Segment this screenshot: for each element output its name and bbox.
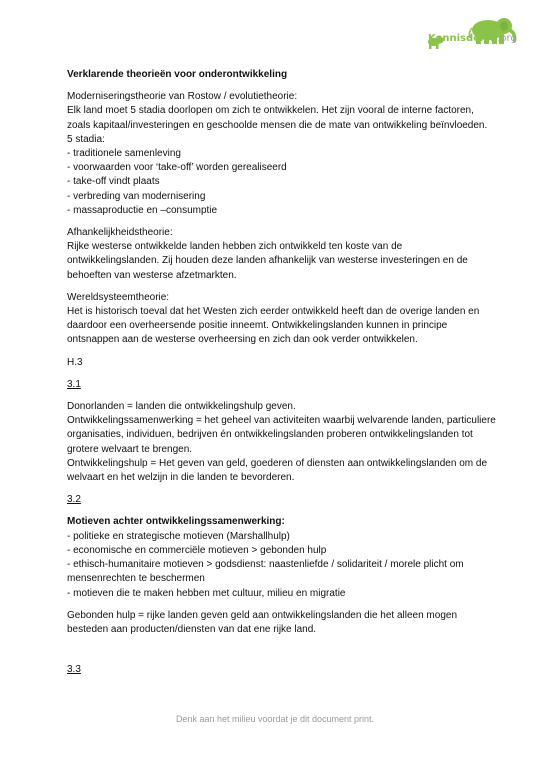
subsection-label-3-1: 3.1: [67, 378, 81, 390]
list-item: - traditionele samenleving: [67, 148, 181, 160]
list-item: - massaproductie en –consumptie: [67, 204, 218, 216]
list-item: - voorwaarden voor ‘take-off’ worden gerealiseerd: [67, 162, 287, 174]
list-item: - take-off vindt plaats: [67, 176, 160, 188]
subsection-label-3-2: 3.2: [67, 494, 81, 506]
definition-line: Ontwikkelingshulp = Het geven van geld, goederen of diensten aan ontwikkelingslanden om de welvaart en het welzijn in die landen te bevorderen.: [67, 457, 487, 484]
stadia-label: 5 stadia:: [67, 133, 105, 145]
definition-line: Ontwikkelingssamenwerking = het geheel van activiteiten waarbij welvarende landen, particuliere organisaties, individuen, bedrijven én ontwikkelingslanden proberen ontwikkelingslanden tot grotere welvaart te brengen.: [67, 415, 496, 455]
list-item: - politieke en strategische motieven (Marshallhulp): [67, 530, 290, 542]
list-item: - economische en commerciële motieven > gebonden hulp: [67, 544, 327, 556]
footer-note: Denk aan het milieu voordat je dit document print.: [175, 714, 375, 724]
section-heading-modernisering: Moderniseringstheorie van Rostow / evolutietheorie:: [67, 91, 298, 103]
paragraph: Gebonden hulp = rijke landen geven geld aan ontwikkelingslanden die het alleen mogen besteden aan producten/diensten van dat ene rijke land.: [67, 609, 458, 635]
list-item: - motieven die te maken hebben met cultuur, milieu en migratie: [67, 587, 346, 599]
subsection-label-3-3: 3.3: [67, 664, 81, 676]
section-heading-motieven: Motieven achter ontwikkelingssamenwerking:: [67, 516, 285, 528]
section-heading-wereldsysteem: Wereldsysteemtheorie:: [67, 291, 170, 303]
list-item: - ethisch-humanitaire motieven > godsdienst: naastenliefde / solidariteit / morele plicht om mensenrechten te beschermen: [67, 559, 464, 585]
paragraph: Het is historisch toeval dat het Westen zich eerder ontwikkeld heeft dan de overige landen en daardoor een overheersende positie inneemt. Ontwikkelingslanden kunnen in principe ontsnappen aan de westerse overheersing en zich dan ook verder ontwikkelen.: [67, 306, 480, 346]
document-title: Verklarende theorieën voor onderontwikkeling: [67, 69, 288, 80]
section-heading-afhankelijkheid: Afhankelijkheidstheorie:: [67, 227, 173, 239]
logo-wordmark: [428, 33, 517, 44]
paragraph: Elk land moet 5 stadia doorlopen om zich te ontwikkelen. Het zijn vooral de interne factoren, zoals kapitaal/investeringen en geschoolde mensen die de mate van ontwikkeling beïnvloeden.: [67, 105, 488, 131]
list-item: - verbreding van modernisering: [67, 190, 206, 202]
definition-line: Donorlanden = landen die ontwikkelingshulp geven.: [67, 401, 296, 413]
logo-suffix: .org: [497, 33, 517, 44]
logo-name: Kennisdelen: [428, 33, 498, 44]
document-body: [67, 68, 497, 677]
paragraph: Rijke westerse ontwikkelde landen hebben zich ontwikkeld ten koste van de ontwikkelingslanden. Zij houden deze landen afhankelijk van westerse investeringen en de behoeften van westerse afzetmarkten.: [67, 241, 468, 281]
chapter-heading: H.3: [67, 356, 83, 368]
